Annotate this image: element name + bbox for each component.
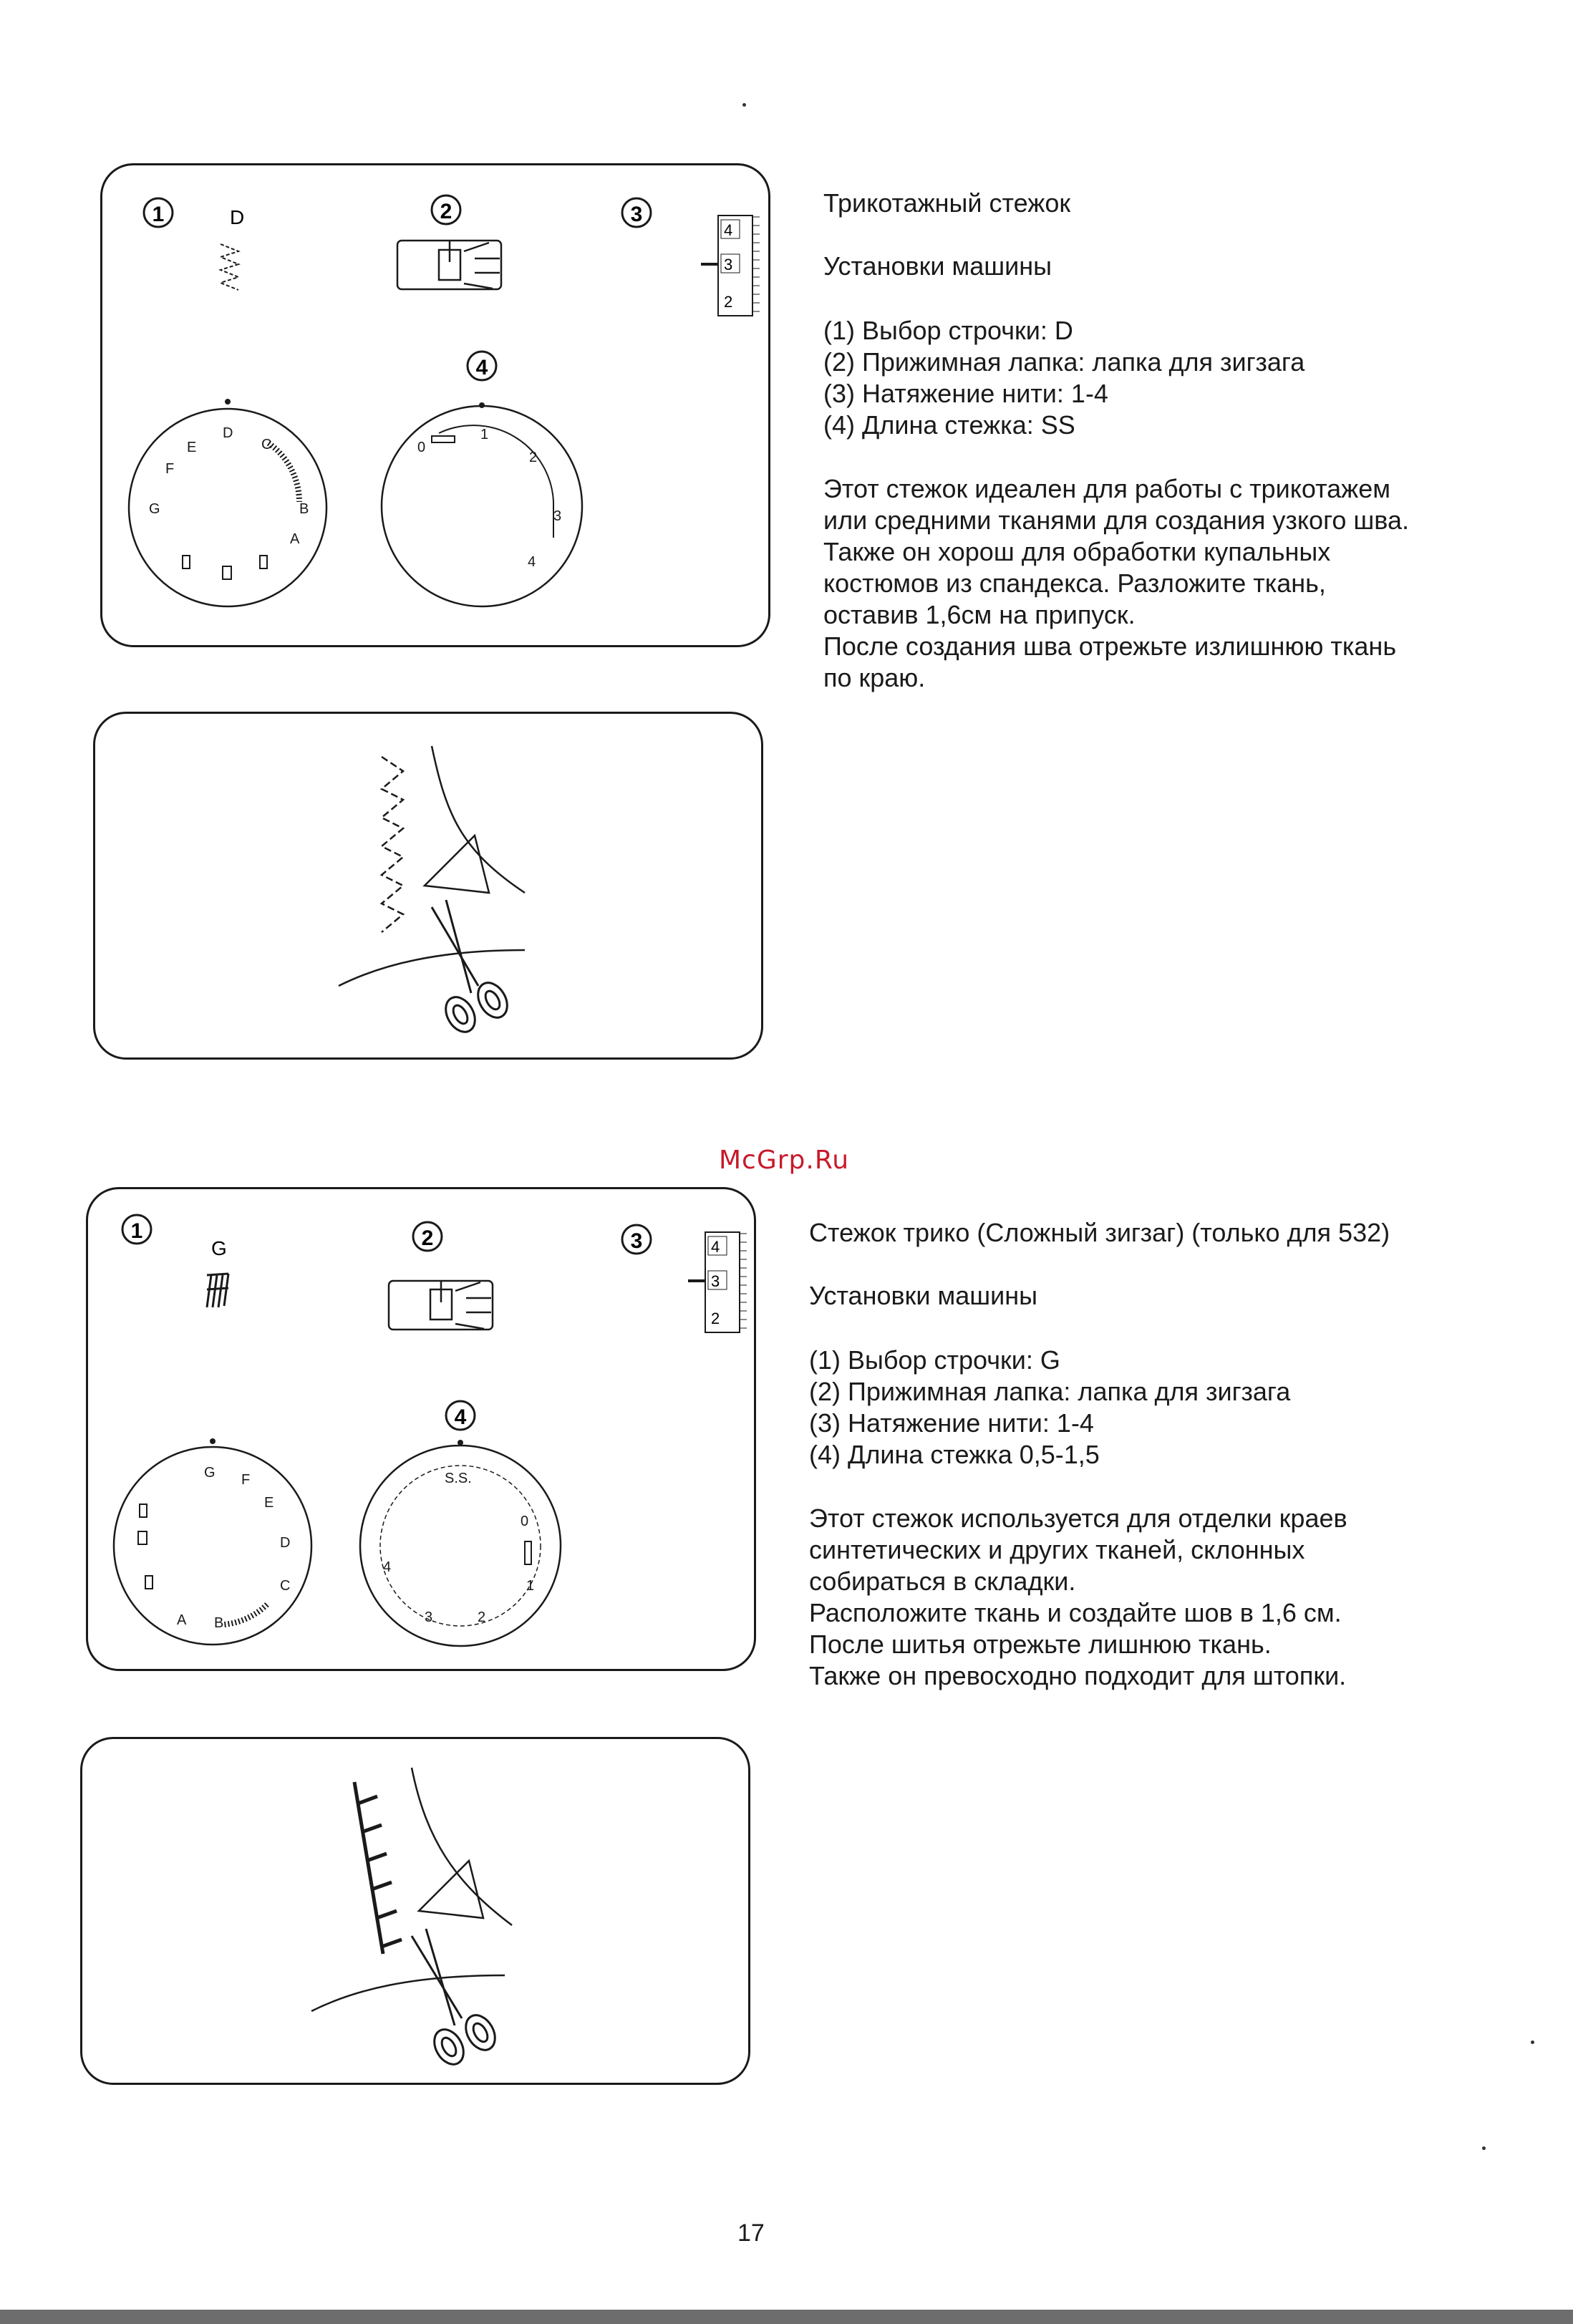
scan-speck bbox=[742, 103, 746, 107]
settings-diagram-1 bbox=[102, 165, 768, 645]
svg-text:0: 0 bbox=[417, 440, 426, 455]
svg-text:B: B bbox=[299, 501, 309, 517]
section-1-description bbox=[823, 473, 1539, 693]
svg-text:4: 4 bbox=[528, 554, 536, 570]
svg-text:0: 0 bbox=[521, 1514, 529, 1529]
callout-3 bbox=[622, 198, 651, 227]
description-line: или средними тканями для создания узкого шва. bbox=[823, 505, 1410, 536]
svg-text:4: 4 bbox=[724, 221, 733, 239]
illustration-panel-2 bbox=[80, 1737, 750, 2085]
settings-panel-2 bbox=[86, 1187, 756, 1671]
svg-text:1: 1 bbox=[480, 427, 489, 442]
section-2-subtitle: Установки машины bbox=[809, 1280, 1037, 1310]
setting-stitch-length: (4) Длина стежка: SS bbox=[823, 410, 1075, 440]
stitch-selector-dial bbox=[114, 1438, 311, 1645]
section-2-text bbox=[809, 1217, 1554, 1692]
description-line: Этот стежок идеален для работы с трикотажем bbox=[823, 474, 1391, 504]
setting-stitch-selection: (1) Выбор строчки: G bbox=[809, 1345, 1060, 1375]
description-line: Также он превосходно подходит для штопки. bbox=[809, 1660, 1347, 1690]
stitch-letter-d: D bbox=[230, 206, 245, 228]
section-1-text bbox=[823, 188, 1539, 694]
description-line: Этот стежок используется для отделки краев bbox=[809, 1504, 1347, 1534]
description-line: синтетических и других тканей, склонных bbox=[809, 1535, 1305, 1565]
zigzag-foot-icon bbox=[397, 241, 501, 289]
svg-text:D: D bbox=[280, 1535, 291, 1551]
svg-text:4: 4 bbox=[475, 356, 488, 379]
svg-text:F: F bbox=[241, 1472, 251, 1488]
svg-text:3: 3 bbox=[711, 1272, 720, 1290]
svg-text:E: E bbox=[264, 1495, 274, 1511]
setting-stitch-length: (4) Длина стежка 0,5-1,5 bbox=[809, 1439, 1100, 1469]
svg-text:2: 2 bbox=[529, 450, 538, 465]
thread-tension-scale bbox=[701, 216, 760, 316]
thread-tension-scale bbox=[688, 1232, 747, 1332]
scissors-icon bbox=[432, 900, 513, 1037]
svg-text:3: 3 bbox=[630, 1229, 643, 1253]
scissors-icon bbox=[412, 1929, 501, 2070]
setting-stitch-selection: (1) Выбор строчки: D bbox=[823, 315, 1073, 345]
description-line: После создания шва отрежьте излишнюю ткань bbox=[823, 631, 1397, 661]
svg-text:2: 2 bbox=[711, 1309, 720, 1327]
description-line: оставив 1,6см на припуск. bbox=[823, 600, 1136, 630]
svg-text:3: 3 bbox=[553, 508, 562, 524]
settings-diagram-2 bbox=[88, 1189, 754, 1669]
section-2-title: Стежок трико (Сложный зигзаг) (только для 532) bbox=[809, 1218, 1390, 1247]
scan-speck bbox=[1482, 2146, 1486, 2150]
setting-thread-tension: (3) Натяжение нити: 1-4 bbox=[823, 378, 1108, 408]
svg-text:F: F bbox=[165, 461, 175, 477]
stitch-line bbox=[354, 1782, 402, 1954]
svg-text:3: 3 bbox=[425, 1609, 433, 1625]
svg-text:1: 1 bbox=[130, 1219, 143, 1243]
trim-illustration-2 bbox=[82, 1739, 748, 2083]
description-line: костюмов из спандекса. Разложите ткань, bbox=[823, 568, 1326, 599]
svg-text:4: 4 bbox=[711, 1238, 720, 1256]
stitch-length-dial bbox=[360, 1440, 561, 1646]
illustration-panel-1 bbox=[93, 712, 763, 1060]
svg-text:S.S.: S.S. bbox=[445, 1471, 472, 1486]
stitch-pattern-icon bbox=[221, 244, 238, 290]
description-line: После шитья отрежьте лишнюю ткань. bbox=[809, 1630, 1272, 1660]
svg-text:1: 1 bbox=[152, 203, 165, 226]
scan-edge bbox=[0, 2310, 1573, 2324]
stitch-length-dial bbox=[382, 402, 582, 606]
scan-speck bbox=[1531, 2040, 1534, 2044]
svg-text:2: 2 bbox=[478, 1609, 486, 1625]
svg-text:2: 2 bbox=[421, 1226, 434, 1250]
stitch-letter-g: G bbox=[211, 1237, 227, 1259]
svg-text:1: 1 bbox=[526, 1578, 535, 1594]
callout-4 bbox=[446, 1401, 475, 1430]
description-line: Расположите ткань и создайте шов в 1,6 см. bbox=[809, 1598, 1342, 1628]
section-1-title: Трикотажный стежок bbox=[823, 188, 1071, 218]
svg-text:G: G bbox=[149, 501, 160, 517]
trim-illustration-1 bbox=[95, 714, 761, 1057]
section-2-description bbox=[809, 1503, 1554, 1691]
setting-thread-tension: (3) Натяжение нити: 1-4 bbox=[809, 1408, 1094, 1438]
section-1-subtitle: Установки машины bbox=[823, 251, 1052, 281]
section-1-settings-list bbox=[823, 315, 1539, 441]
svg-text:C: C bbox=[261, 437, 272, 452]
callout-4 bbox=[468, 352, 496, 380]
callout-2 bbox=[413, 1222, 442, 1251]
svg-text:4: 4 bbox=[383, 1559, 392, 1575]
svg-text:2: 2 bbox=[440, 200, 452, 223]
page-number: 17 bbox=[737, 2219, 765, 2247]
stitch-pattern-icon bbox=[207, 1274, 228, 1307]
setting-presser-foot: (2) Прижимная лапка: лапка для зигзага bbox=[823, 347, 1305, 377]
svg-text:B: B bbox=[214, 1615, 224, 1631]
zigzag-foot-icon bbox=[389, 1281, 493, 1330]
svg-text:E: E bbox=[187, 440, 197, 455]
callout-1 bbox=[144, 198, 173, 227]
svg-text:C: C bbox=[280, 1578, 291, 1594]
svg-text:3: 3 bbox=[724, 256, 733, 273]
description-line: Также он хорош для обработки купальных bbox=[823, 537, 1331, 567]
description-line: по краю. bbox=[823, 662, 926, 692]
svg-text:A: A bbox=[177, 1612, 187, 1628]
callout-1 bbox=[122, 1215, 151, 1244]
svg-text:D: D bbox=[223, 425, 233, 441]
setting-presser-foot: (2) Прижимная лапка: лапка для зигзага bbox=[809, 1376, 1291, 1406]
stitch-selector-dial bbox=[129, 399, 326, 606]
svg-text:A: A bbox=[290, 531, 300, 547]
description-line: собираться в складки. bbox=[809, 1567, 1076, 1597]
svg-text:4: 4 bbox=[454, 1405, 467, 1429]
callout-3 bbox=[622, 1225, 651, 1254]
svg-text:G: G bbox=[204, 1465, 216, 1481]
watermark: McGrp.Ru bbox=[719, 1146, 850, 1175]
svg-text:2: 2 bbox=[724, 293, 733, 311]
settings-panel-1 bbox=[100, 163, 770, 647]
section-2-settings-list bbox=[809, 1345, 1554, 1471]
callout-2 bbox=[432, 195, 460, 224]
svg-text:3: 3 bbox=[630, 203, 643, 226]
